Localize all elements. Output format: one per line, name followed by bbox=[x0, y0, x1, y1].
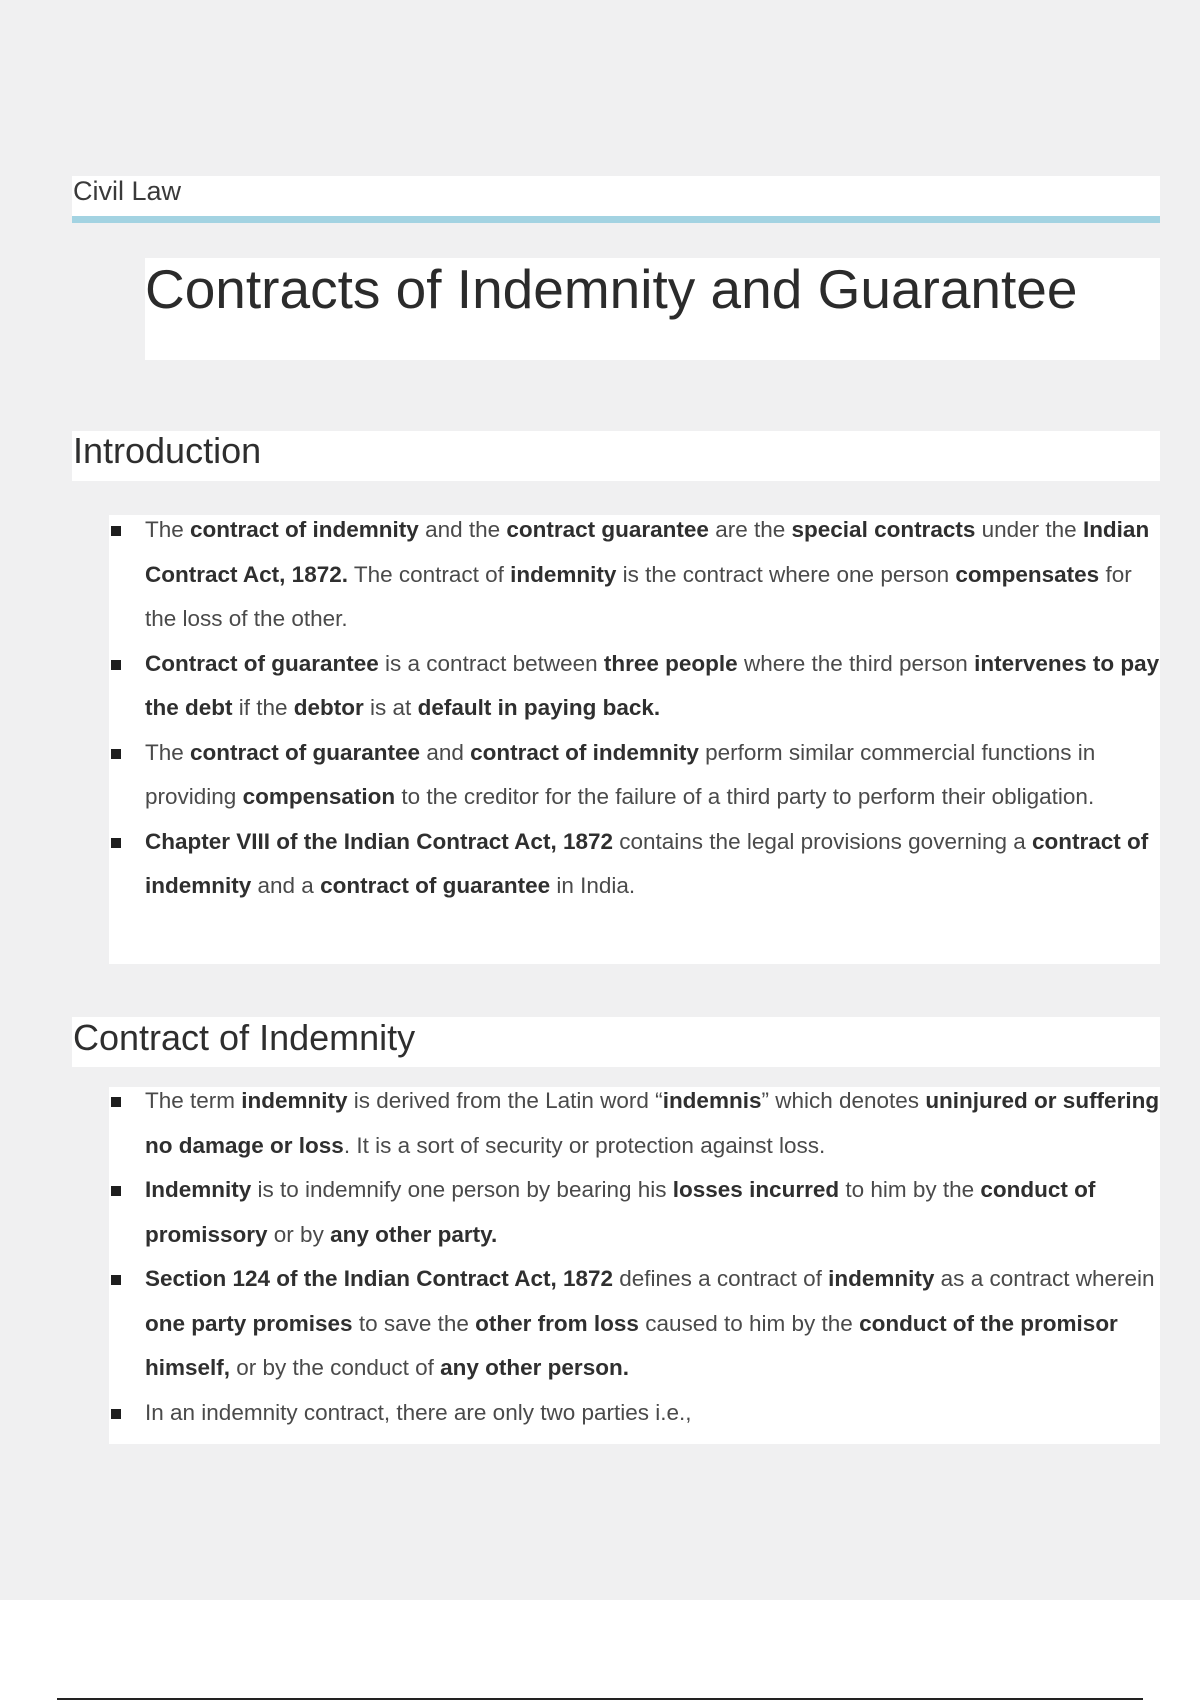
text-run: or by the conduct of bbox=[230, 1355, 441, 1380]
text-run: . It is a sort of security or protection against loss. bbox=[343, 1132, 826, 1158]
bold-text-run: compensation bbox=[242, 784, 396, 809]
contract-of-indemnity-bullet-list bbox=[109, 1079, 1160, 1435]
category-banner bbox=[72, 176, 1160, 216]
text-run: or by bbox=[267, 1221, 331, 1247]
text-run: in India. bbox=[550, 873, 636, 898]
text-run: if the bbox=[232, 695, 294, 720]
square-bullet-icon bbox=[111, 1275, 121, 1285]
square-bullet-icon bbox=[111, 1409, 121, 1419]
bold-text-run: contract of indemnity bbox=[190, 517, 419, 542]
contract-of-indemnity-heading: Contract of Indemnity bbox=[73, 1017, 416, 1058]
text-run: and the bbox=[418, 517, 507, 542]
list-item bbox=[109, 508, 1160, 642]
bold-text-run: uninjured or suffering no damage or loss bbox=[145, 1088, 1160, 1158]
bold-text-run: Indemnity bbox=[145, 1177, 252, 1202]
category-divider bbox=[72, 216, 1160, 223]
bold-text-run: any other party. bbox=[330, 1221, 498, 1247]
text-run: and a bbox=[251, 873, 321, 898]
text-run: The term bbox=[145, 1088, 242, 1113]
square-bullet-icon bbox=[111, 1097, 121, 1107]
square-bullet-icon bbox=[111, 1186, 121, 1196]
list-item bbox=[109, 1257, 1160, 1391]
text-run: is derived from the Latin word “ bbox=[347, 1088, 663, 1113]
list-item bbox=[109, 1079, 1160, 1168]
introduction-heading: Introduction bbox=[73, 430, 262, 471]
list-item-text bbox=[145, 651, 1159, 721]
bold-text-run: indemnity bbox=[241, 1088, 348, 1113]
text-run: defines a contract of bbox=[613, 1266, 829, 1291]
list-item-text bbox=[145, 517, 1149, 631]
bold-text-run: conduct of promissory bbox=[145, 1177, 1096, 1247]
text-run: caused to him by the bbox=[638, 1310, 860, 1336]
bold-text-run: contract of guarantee bbox=[190, 739, 421, 765]
text-run: where the third person bbox=[737, 650, 975, 676]
bold-text-run: indemnis bbox=[662, 1088, 762, 1113]
text-run: to him by the bbox=[839, 1177, 981, 1202]
list-item-text bbox=[145, 1266, 1155, 1380]
bold-text-run: default in paying back. bbox=[417, 695, 661, 720]
text-run: In an indemnity contract, there are only two parties i.e., bbox=[145, 1399, 692, 1425]
bold-text-run: intervenes to pay the debt bbox=[145, 650, 1160, 720]
bold-text-run: compensates bbox=[955, 561, 1100, 587]
text-run: under the bbox=[975, 517, 1083, 542]
bold-text-run: contract of guarantee bbox=[320, 873, 551, 898]
list-item bbox=[109, 1391, 1160, 1436]
bold-text-run: contract of indemnity bbox=[145, 828, 1149, 898]
list-item bbox=[109, 731, 1160, 820]
text-run: is the contract where one person bbox=[616, 561, 956, 587]
bold-text-run: contract guarantee bbox=[506, 517, 709, 542]
bold-text-run: other from loss bbox=[475, 1310, 639, 1336]
text-run: is to indemnify one person by bearing his bbox=[251, 1177, 673, 1202]
list-item-text bbox=[145, 740, 1095, 810]
square-bullet-icon bbox=[111, 526, 121, 536]
text-run: ” which denotes bbox=[761, 1088, 926, 1113]
list-item-text bbox=[145, 1400, 692, 1425]
bold-text-run: special contracts bbox=[791, 517, 976, 542]
text-run: perform similar commercial functions in providing bbox=[145, 739, 1096, 809]
text-run: is at bbox=[363, 695, 418, 720]
square-bullet-icon bbox=[111, 749, 121, 759]
text-run: The bbox=[145, 739, 191, 765]
text-run: is a contract between bbox=[378, 650, 604, 676]
list-item-text bbox=[145, 1088, 1159, 1158]
bold-text-run: losses incurred bbox=[672, 1177, 840, 1202]
bold-text-run: three people bbox=[603, 650, 738, 676]
category-label: Civil Law bbox=[73, 176, 182, 206]
introduction-bullet-list bbox=[109, 508, 1160, 909]
bold-text-run: conduct of the promisor himself, bbox=[145, 1310, 1118, 1380]
list-item-text bbox=[145, 829, 1148, 899]
text-run: for the loss of the other. bbox=[145, 561, 1132, 631]
bold-text-run: Chapter VIII of the Indian Contract Act, 1872 bbox=[145, 828, 613, 854]
text-run: to the creditor for the failure of a third party to perform their obligation. bbox=[395, 784, 1095, 809]
bold-text-run: Section 124 of the Indian Contract Act, 1872 bbox=[145, 1266, 614, 1291]
bold-text-run: one party promises bbox=[145, 1310, 353, 1336]
text-run: as a contract wherein bbox=[934, 1266, 1155, 1291]
list-item bbox=[109, 1168, 1160, 1257]
square-bullet-icon bbox=[111, 660, 121, 670]
list-item bbox=[109, 642, 1160, 731]
text-run: The contract of bbox=[347, 561, 511, 587]
square-bullet-icon bbox=[111, 838, 121, 848]
document-title: Contracts of Indemnity and Guarantee bbox=[145, 258, 1078, 320]
text-run: The bbox=[145, 517, 191, 542]
bold-text-run: indemnity bbox=[510, 561, 617, 587]
bold-text-run: any other person. bbox=[440, 1355, 629, 1380]
bold-text-run: Contract of guarantee bbox=[145, 650, 379, 676]
bold-text-run: contract of indemnity bbox=[470, 739, 699, 765]
text-run: contains the legal provisions governing a bbox=[613, 828, 1033, 854]
text-run: and bbox=[420, 739, 471, 765]
text-run: are the bbox=[708, 517, 792, 542]
list-item bbox=[109, 820, 1160, 909]
list-item-text bbox=[145, 1177, 1095, 1247]
bold-text-run: debtor bbox=[293, 695, 364, 720]
bold-text-run: Indian Contract Act, 1872. bbox=[145, 517, 1150, 587]
bold-text-run: indemnity bbox=[828, 1266, 935, 1291]
text-run: to save the bbox=[352, 1310, 476, 1336]
